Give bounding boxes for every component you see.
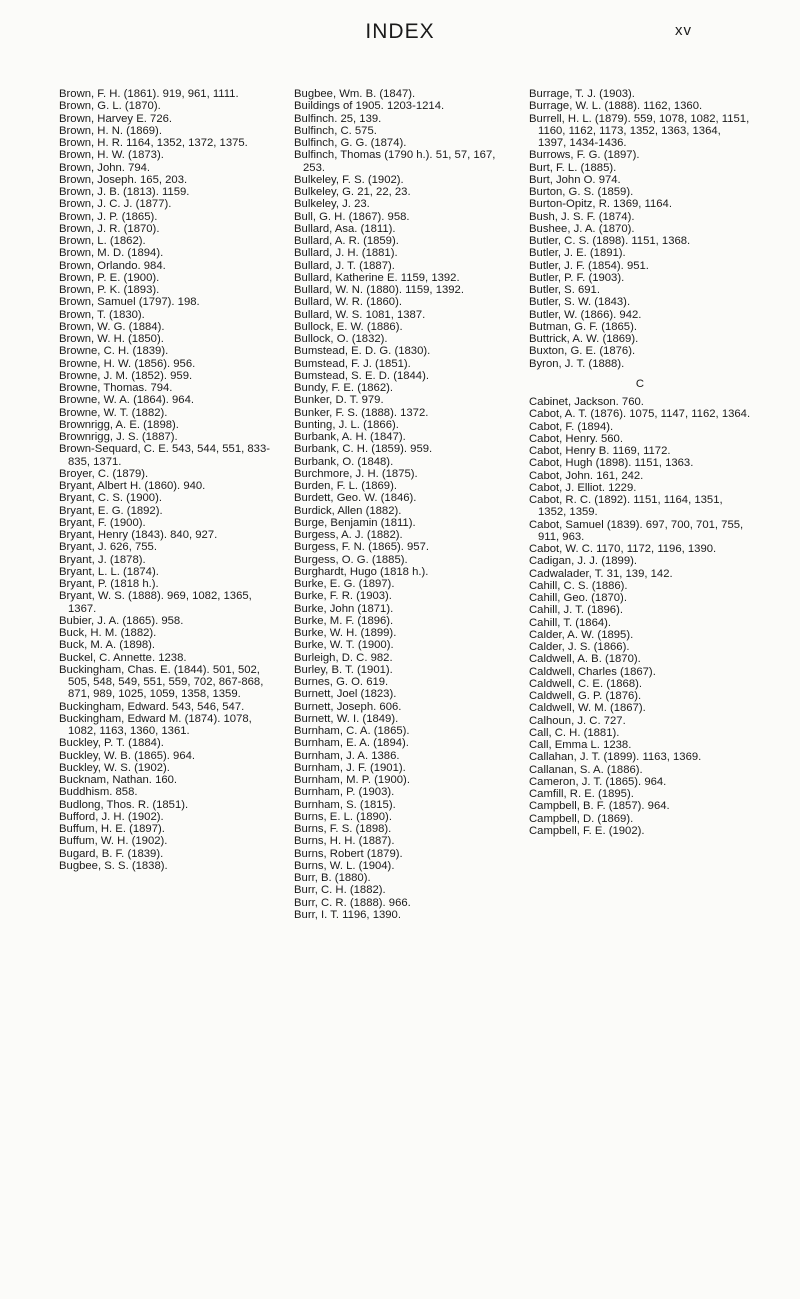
index-entry: Butler, S. 691.	[529, 284, 600, 296]
section-letter-heading: C	[635, 377, 645, 390]
index-entry: Broyer, C. (1879).	[59, 467, 149, 480]
index-entry: Buckel, C. Annette. 1238.	[59, 651, 187, 664]
index-entry: Brown, M. D. (1894).	[59, 247, 164, 260]
index-entry: Burbank, A. H. (1847).	[294, 431, 406, 443]
index-entry: Burgess, O. G. (1885).	[294, 553, 408, 566]
index-entry: Brown, Joseph. 165, 203.	[59, 173, 188, 186]
index-entry: Cabot, Henry. 560.	[529, 432, 623, 445]
index-entry: Cabot, W. C. 1170, 1172, 1196, 1390.	[529, 543, 717, 555]
index-entry: Bucknam, Nathan. 160.	[59, 774, 178, 786]
index-entry: Bullard, W. R. (1860).	[294, 296, 402, 309]
index-entry: Burge, Benjamin (1811).	[294, 516, 416, 529]
index-entry: Bullard, W. S. 1081, 1387.	[294, 308, 426, 321]
index-entry: Buffum, W. H. (1902).	[59, 835, 168, 848]
index-entry: Burns, E. L. (1890).	[294, 810, 392, 823]
index-entry: Campbell, B. F. (1857). 964.	[529, 800, 670, 813]
index-entry: Caldwell, G. P. (1876).	[529, 690, 642, 702]
index-entry: Cahill, T. (1864).	[529, 616, 612, 629]
index-entry: Brown, J. C. J. (1877).	[59, 198, 172, 211]
index-entry: Bullock, O. (1832).	[294, 333, 388, 345]
index-entry: Bullard, Asa. (1811).	[294, 222, 396, 235]
index-entry: Buckley, W. S. (1902).	[59, 761, 170, 774]
index-entry: Buttrick, A. W. (1869).	[529, 333, 639, 345]
index-entry: Burr, I. T. 1196, 1390.	[294, 908, 401, 921]
index-entry: Cabot, Henry B. 1169, 1172.	[529, 445, 671, 457]
index-entry: Brown-Sequard, C. E. 543, 544, 551, 833-835, 1371.	[59, 443, 271, 468]
index-entry: Browne, C. H. (1839).	[59, 345, 169, 358]
index-entry: Burrell, H. L. (1879). 559, 1078, 1082, 1151, 1160, 1162, 1173, 1352, 1363, 1364, 1397, 1434-1436.	[529, 112, 750, 149]
index-entry: Campbell, F. E. (1902).	[529, 824, 645, 837]
index-entry: Campbell, D. (1869).	[529, 812, 634, 825]
index-entry: Burnett, Joel (1823).	[294, 688, 397, 701]
index-entry: Butler, J. F. (1854). 951.	[529, 259, 649, 272]
index-entry: Callanan, S. A. (1886).	[529, 763, 643, 776]
index-entry: Bryant, L. L. (1874).	[59, 565, 159, 578]
index-entry: Bryant, F. (1900).	[59, 516, 146, 529]
index-entry: Calder, J. S. (1866).	[529, 641, 630, 653]
index-entry: Buildings of 1905. 1203-1214.	[294, 100, 445, 113]
index-entry: Caldwell, Charles (1867).	[529, 665, 656, 678]
index-entry: Burns, H. H. (1887).	[294, 835, 395, 848]
index-entry: Burke, M. F. (1896).	[294, 614, 394, 627]
index-entry: Bumstead, E. D. G. (1830).	[294, 345, 431, 358]
index-entry: Bumstead, S. E. D. (1844).	[294, 369, 429, 382]
index-column-2	[294, 88, 516, 921]
index-entry: Bullock, E. W. (1886).	[294, 320, 403, 333]
index-entry: Burns, F. S. (1898).	[294, 823, 392, 835]
index-entry: Brown, Harvey E. 726.	[59, 112, 173, 125]
index-entry: Burke, W. H. (1899).	[294, 627, 397, 639]
index-entry: Bulkeley, F. S. (1902).	[294, 173, 404, 186]
page-number: xv	[675, 22, 692, 39]
index-entry: Burnham, J. F. (1901).	[294, 761, 406, 774]
index-entry: Bush, J. S. F. (1874).	[529, 210, 635, 223]
index-entry: Bugbee, Wm. B. (1847).	[294, 88, 416, 100]
index-entry: Burke, E. G. (1897).	[294, 578, 395, 590]
index-entry: Burns, W. L. (1904).	[294, 859, 395, 872]
index-entry: Cabinet, Jackson. 760.	[529, 396, 644, 408]
index-entry: Cabot, A. T. (1876). 1075, 1147, 1162, 1364.	[529, 408, 751, 421]
index-entry: Brown, J. R. (1870).	[59, 222, 160, 235]
index-entry: Browne, W. A. (1864). 964.	[59, 394, 195, 407]
index-entry: Burbank, C. H. (1859). 959.	[294, 443, 433, 456]
index-entry: Burghardt, Hugo (1818 h.).	[294, 565, 429, 578]
index-column-3	[529, 88, 751, 837]
index-entry: Burr, C. R. (1888). 966.	[294, 896, 411, 909]
index-entry: Cabot, Hugh (1898). 1151, 1363.	[529, 457, 694, 470]
index-entry: Burbank, O. (1848).	[294, 455, 394, 468]
index-entry: Brown, Samuel (1797). 198.	[59, 296, 200, 309]
index-entry: Bubier, J. A. (1865). 958.	[59, 614, 184, 627]
index-entry: Burt, F. L. (1885).	[529, 161, 617, 174]
index-entry: Bulfinch, G. G. (1874).	[294, 137, 407, 149]
index-entry: Burrage, T. J. (1903).	[529, 88, 635, 100]
index-entry: Cabot, J. Elliot. 1229.	[529, 481, 637, 494]
index-entry: Burnett, W. I. (1849).	[294, 712, 399, 725]
index-entry: Bulfinch, C. 575.	[294, 124, 377, 137]
index-entry: Bugbee, S. S. (1838).	[59, 859, 168, 872]
index-entry: Calhoun, J. C. 727.	[529, 714, 626, 727]
index-entry: Burt, John O. 974.	[529, 173, 621, 186]
index-entry: Browne, Thomas. 794.	[59, 382, 173, 394]
index-entry: Buckingham, Edward. 543, 546, 547.	[59, 700, 245, 713]
index-entry: Caldwell, A. B. (1870).	[529, 653, 641, 666]
index-entry: Cadwalader, T. 31, 139, 142.	[529, 567, 673, 580]
index-entry: Bryant, J. 626, 755.	[59, 541, 157, 554]
index-entry: Call, Emma L. 1238.	[529, 739, 632, 751]
index-entry: Brown, H. R. 1164, 1352, 1372, 1375.	[59, 137, 248, 149]
index-entry: Bulfinch. 25, 139.	[294, 112, 382, 125]
index-entry: Burnes, G. O. 619.	[294, 676, 389, 688]
index-entry: Bullard, Katherine E. 1159, 1392.	[294, 271, 460, 284]
index-entry: Butler, J. E. (1891).	[529, 247, 626, 260]
index-entry: Bullard, J. H. (1881).	[294, 247, 398, 260]
index-entry: Burnett, Joseph. 606.	[294, 700, 402, 713]
index-entry: Bullard, J. T. (1887).	[294, 259, 395, 272]
index-entry: Brown, W. H. (1850).	[59, 333, 164, 345]
index-entry: Buckingham, Chas. E. (1844). 501, 502, 505, 548, 549, 551, 559, 702, 867-868, 871, 989, 1025, 1059, 1358, 1359.	[59, 663, 264, 701]
index-entry: Byron, J. T. (1888).	[529, 357, 625, 370]
index-entry: Cameron, J. T. (1865). 964.	[529, 775, 667, 788]
index-entry: Butler, P. F. (1903).	[529, 271, 625, 284]
index-entry: Browne, W. T. (1882).	[59, 406, 168, 419]
index-entry: Caldwell, W. M. (1867).	[529, 702, 646, 715]
index-entry: Bryant, Albert H. (1860). 940.	[59, 480, 206, 492]
index-column-1	[59, 88, 281, 872]
index-entry: Buckingham, Edward M. (1874). 1078, 1082, 1163, 1360, 1361.	[59, 712, 252, 737]
index-entry: Brown, P. K. (1893).	[59, 284, 160, 296]
index-entry: Burton-Opitz, R. 1369, 1164.	[529, 198, 672, 211]
index-entry: Burgess, F. N. (1865). 957.	[294, 541, 429, 554]
index-entry: Brownrigg, A. E. (1898).	[59, 418, 179, 431]
index-entry: Burley, B. T. (1901).	[294, 663, 393, 676]
index-entry: Brownrigg, J. S. (1887).	[59, 431, 178, 443]
index-entry: Bushee, J. A. (1870).	[529, 222, 635, 235]
index-entry: Burnham, S. (1815).	[294, 798, 396, 811]
index-entry: Burnham, M. P. (1900).	[294, 774, 410, 786]
index-entry: Browne, J. M. (1852). 959.	[59, 369, 193, 382]
index-entry: Brown, H. N. (1869).	[59, 124, 162, 137]
index-entry: Cabot, Samuel (1839). 697, 700, 701, 755, 911, 963.	[529, 518, 744, 543]
index-entry: Brown, John. 794.	[59, 161, 151, 174]
index-entry: Bulfinch, Thomas (1790 h.). 51, 57, 167, 253.	[294, 149, 496, 174]
index-entry: Burr, B. (1880).	[294, 872, 371, 884]
index-entry: Cahill, Geo. (1870).	[529, 592, 627, 604]
index-entry: Bryant, P. (1818 h.).	[59, 578, 159, 590]
index-entry: Buxton, G. E. (1876).	[529, 345, 636, 358]
index-entry: Brown, P. E. (1900).	[59, 271, 160, 284]
index-entry: Bunker, D. T. 979.	[294, 394, 384, 407]
page-title: INDEX	[365, 20, 435, 43]
index-entry: Bumstead, F. J. (1851).	[294, 357, 411, 370]
index-entry: Bugard, B. F. (1839).	[59, 847, 164, 860]
index-entry: Cabot, R. C. (1892). 1151, 1164, 1351, 1352, 1359.	[529, 494, 723, 519]
index-entry: Burns, Robert (1879).	[294, 847, 403, 860]
index-entry: Browne, H. W. (1856). 956.	[59, 357, 196, 370]
index-entry: Buddhism. 858.	[59, 786, 138, 799]
index-entry: Bryant, Henry (1843). 840, 927.	[59, 529, 218, 541]
page-header	[0, 0, 800, 60]
index-entry: Cahill, C. S. (1886).	[529, 579, 628, 592]
index-entry: Callahan, J. T. (1899). 1163, 1369.	[529, 751, 702, 764]
index-entry: Burchmore, J. H. (1875).	[294, 467, 418, 480]
index-entry: Brown, J. B. (1813). 1159.	[59, 186, 190, 198]
index-entry: Burke, F. R. (1903).	[294, 590, 392, 603]
index-entry: Burden, F. L. (1869).	[294, 480, 397, 492]
index-entry: Cabot, John. 161, 242.	[529, 469, 644, 482]
index-entry: Burnham, P. (1903).	[294, 786, 395, 799]
index-entry: Buckley, W. B. (1865). 964.	[59, 749, 196, 762]
index-entry: Buckley, P. T. (1884).	[59, 737, 164, 750]
index-entry: Burdick, Allen (1882).	[294, 504, 402, 517]
index-entry: Butler, C. S. (1898). 1151, 1368.	[529, 235, 691, 247]
index-entry: Brown, F. H. (1861). 919, 961, 1111.	[59, 88, 239, 100]
index-entry: Budlong, Thos. R. (1851).	[59, 798, 189, 811]
index-entry: Burrage, W. L. (1888). 1162, 1360.	[529, 100, 703, 113]
index-entry: Brown, W. G. (1884).	[59, 320, 165, 333]
index-entry: Bryant, E. G. (1892).	[59, 504, 163, 517]
index-entry: Burton, G. S. (1859).	[529, 186, 634, 198]
index-entry: Cahill, J. T. (1896).	[529, 604, 623, 617]
index-entry: Bulkeley, G. 21, 22, 23.	[294, 186, 411, 198]
index-entry: Call, C. H. (1881).	[529, 726, 620, 739]
index-entry: Cadigan, J. J. (1899).	[529, 555, 638, 568]
index-entry: Bryant, J. (1878).	[59, 553, 146, 566]
index-entry: Burdett, Geo. W. (1846).	[294, 492, 417, 505]
index-entry: Brown, H. W. (1873).	[59, 149, 164, 162]
index-entry: Brown, L. (1862).	[59, 235, 146, 247]
index-entry: Bunker, F. S. (1888). 1372.	[294, 406, 429, 419]
index-entry: Butler, S. W. (1843).	[529, 296, 631, 309]
index-entry: Brown, J. P. (1865).	[59, 210, 158, 223]
index-entry: Burke, W. T. (1900).	[294, 639, 394, 652]
index-entry: Buck, H. M. (1882).	[59, 627, 157, 639]
index-entry: Butler, W. (1866). 942.	[529, 308, 642, 321]
index-entry: Camfill, R. E. (1895).	[529, 788, 634, 800]
index-entry: Burnham, E. A. (1894).	[294, 737, 409, 750]
index-entry: Burr, C. H. (1882).	[294, 884, 386, 897]
index-entry: Bulkeley, J. 23.	[294, 198, 370, 211]
index-entry: Brown, T. (1830).	[59, 308, 145, 321]
index-entry: Bryant, W. S. (1888). 969, 1082, 1365, 1367.	[59, 590, 252, 615]
index-entry: Bufford, J. H. (1902).	[59, 810, 164, 823]
index-entry: Cabot, F. (1894).	[529, 420, 614, 433]
index-entry: Brown, Orlando. 984.	[59, 259, 166, 272]
index-entry: Bunting, J. L. (1866).	[294, 418, 399, 431]
index-entry: Burnham, J. A. 1386.	[294, 749, 400, 762]
index-entry: Bull, G. H. (1867). 958.	[294, 210, 410, 223]
index-entry: Buck, M. A. (1898).	[59, 639, 156, 652]
index-entry: Bullard, W. N. (1880). 1159, 1392.	[294, 284, 464, 296]
index-entry: Burnham, C. A. (1865).	[294, 725, 410, 737]
index-entry: Calder, A. W. (1895).	[529, 628, 634, 641]
index-entry: Burleigh, D. C. 982.	[294, 651, 393, 664]
index-entry: Brown, G. L. (1870).	[59, 100, 161, 113]
index-entry: Bryant, C. S. (1900).	[59, 492, 162, 505]
index-entry: Caldwell, C. E. (1868).	[529, 677, 643, 690]
index-entry: Burrows, F. G. (1897).	[529, 149, 640, 162]
index-entry: Bundy, F. E. (1862).	[294, 382, 394, 394]
index-entry: Buffum, H. E. (1897).	[59, 823, 165, 835]
index-entry: Bullard, A. R. (1859).	[294, 235, 399, 247]
index-entry: Burgess, A. J. (1882).	[294, 529, 403, 541]
index-entry: Burke, John (1871).	[294, 602, 394, 615]
index-entry: Butman, G. F. (1865).	[529, 320, 637, 333]
